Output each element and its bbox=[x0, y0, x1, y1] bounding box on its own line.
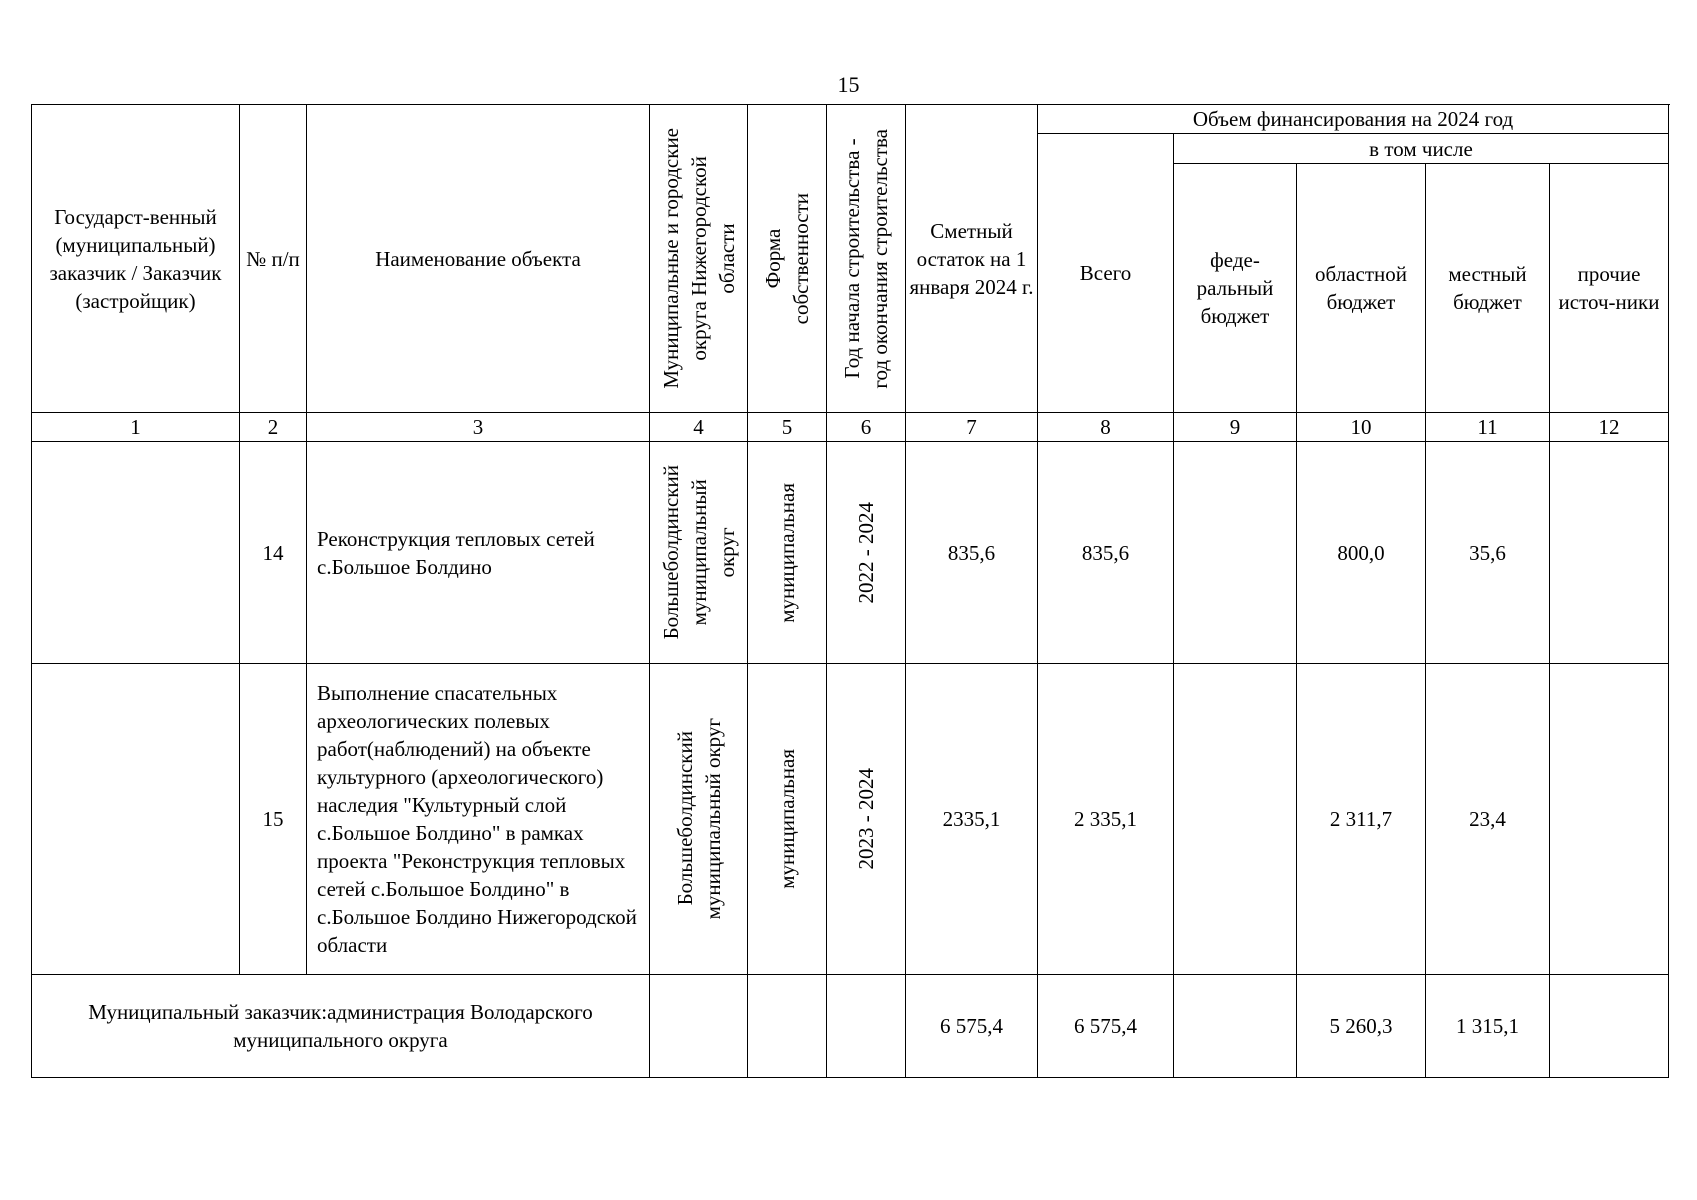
row-estimated-balance: 2335,1 bbox=[906, 664, 1038, 975]
row-ownership bbox=[748, 442, 827, 664]
row-customer bbox=[32, 442, 240, 664]
row-years bbox=[827, 664, 906, 975]
header-regional-budget: областной бюджет bbox=[1297, 164, 1426, 413]
summary-estimated-balance: 6 575,4 bbox=[906, 975, 1038, 1078]
column-number: 10 bbox=[1297, 413, 1426, 442]
row-local: 35,6 bbox=[1426, 442, 1550, 664]
header-municipality bbox=[650, 105, 748, 413]
summary-local: 1 315,1 bbox=[1426, 975, 1550, 1078]
header-federal-budget: феде-ральный бюджет bbox=[1174, 164, 1297, 413]
row-number: 15 bbox=[240, 664, 307, 975]
row-municipality-text: Большеболдинский муниципальный округ bbox=[658, 465, 739, 640]
row-ownership-text: муниципальная bbox=[775, 749, 799, 889]
row-regional: 800,0 bbox=[1297, 442, 1426, 664]
row-municipality-text: Большеболдинский муниципальный округ bbox=[672, 718, 725, 920]
row-estimated-balance: 835,6 bbox=[906, 442, 1038, 664]
header-years bbox=[827, 105, 906, 413]
row-regional: 2 311,7 bbox=[1297, 664, 1426, 975]
row-object-name: Реконструкция тепловых сетей с.Большое Болдино bbox=[307, 442, 650, 664]
row-years-text: 2023 - 2024 bbox=[854, 768, 878, 870]
table-row bbox=[32, 664, 1669, 975]
summary-years bbox=[827, 975, 906, 1078]
row-ownership-text: муниципальная bbox=[775, 482, 799, 623]
summary-ownership bbox=[748, 975, 827, 1078]
summary-row bbox=[32, 975, 1669, 1078]
summary-municipality bbox=[650, 975, 748, 1078]
row-number: 14 bbox=[240, 442, 307, 664]
construction-funding-table bbox=[31, 104, 1669, 1078]
row-local: 23,4 bbox=[1426, 664, 1550, 975]
column-number: 3 bbox=[307, 413, 650, 442]
header-funding-volume: Объем финансирования на 2024 год bbox=[1038, 105, 1669, 134]
header-object-name: Наименование объекта bbox=[307, 105, 650, 413]
header-including: в том числе bbox=[1174, 134, 1669, 164]
summary-federal bbox=[1174, 975, 1297, 1078]
row-other bbox=[1550, 442, 1669, 664]
column-number: 12 bbox=[1550, 413, 1669, 442]
header-customer: Государст-венный (муниципальный) заказчик / Заказчик (застройщик) bbox=[32, 105, 240, 413]
header-number: № п/п bbox=[240, 105, 307, 413]
row-total: 835,6 bbox=[1038, 442, 1174, 664]
column-number: 7 bbox=[906, 413, 1038, 442]
column-number: 4 bbox=[650, 413, 748, 442]
row-customer bbox=[32, 664, 240, 975]
row-years-text: 2022 - 2024 bbox=[854, 501, 878, 604]
row-other bbox=[1550, 664, 1669, 975]
header-years-text: Год начала строительства - год окончания строительства bbox=[840, 128, 892, 389]
column-number: 1 bbox=[32, 413, 240, 442]
summary-total: 6 575,4 bbox=[1038, 975, 1174, 1078]
summary-regional: 5 260,3 bbox=[1297, 975, 1426, 1078]
header-row-1 bbox=[32, 105, 1669, 134]
header-ownership-text: Форма собственности bbox=[761, 192, 813, 325]
row-municipality bbox=[650, 442, 748, 664]
column-number: 11 bbox=[1426, 413, 1550, 442]
header-ownership bbox=[748, 105, 827, 413]
column-number: 5 bbox=[748, 413, 827, 442]
row-federal bbox=[1174, 442, 1297, 664]
row-municipality bbox=[650, 664, 748, 975]
column-number: 8 bbox=[1038, 413, 1174, 442]
header-other-sources: прочие источ-ники bbox=[1550, 164, 1669, 413]
row-years bbox=[827, 442, 906, 664]
summary-other bbox=[1550, 975, 1669, 1078]
row-object-name: Выполнение спасательных археологических полевых работ(наблюдений) на объекте культурного (археологического) наследия "Культурный слой с.Большое Болдино" в рамках проекта "Реконструкция тепловых сетей с.Большое Болдино" в с.Большое Болдино Нижегородской области bbox=[307, 664, 650, 975]
row-ownership bbox=[748, 664, 827, 975]
column-number-row bbox=[32, 413, 1669, 442]
summary-label: Муниципальный заказчик:администрация Володарского муниципального округа bbox=[32, 975, 650, 1078]
header-estimated-balance: Сметный остаток на 1 января 2024 г. bbox=[906, 105, 1038, 413]
table-row bbox=[32, 442, 1669, 664]
page-number: 15 bbox=[837, 72, 860, 97]
header-total: Всего bbox=[1038, 134, 1174, 413]
column-number: 9 bbox=[1174, 413, 1297, 442]
header-municipality-text: Муниципальные и городские округа Нижегородской области bbox=[658, 128, 739, 389]
column-number: 6 bbox=[827, 413, 906, 442]
column-number: 2 bbox=[240, 413, 307, 442]
row-total: 2 335,1 bbox=[1038, 664, 1174, 975]
header-local-budget: местный бюджет bbox=[1426, 164, 1550, 413]
row-federal bbox=[1174, 664, 1297, 975]
